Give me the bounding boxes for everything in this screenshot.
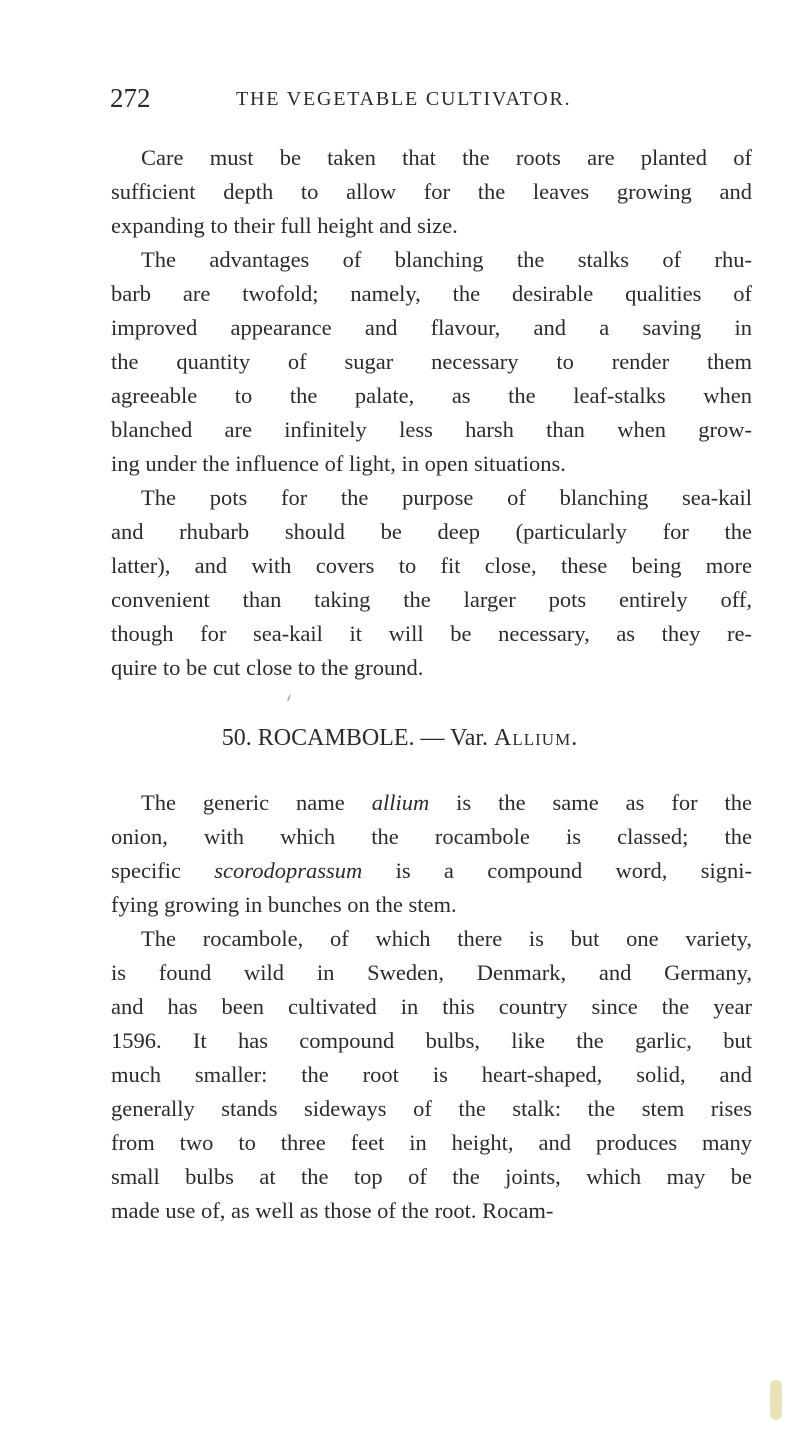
text-line (141, 788, 752, 818)
running-head (110, 80, 670, 116)
text-line: and has been cultivated in this country since the year (111, 994, 752, 1019)
text-span: is a compound word, signi- (362, 858, 752, 883)
text-line: improved appearance and flavour, and a saving in (111, 315, 752, 340)
italic-term: scorodoprassum (214, 858, 363, 883)
paper-mark (287, 694, 292, 702)
text-line: though for sea-kail it will be necessary, as they re- (111, 621, 752, 646)
text-line: is found wild in Sweden, Denmark, and Germany, (111, 960, 752, 985)
text-line: small bulbs at the top of the joints, which may be (111, 1164, 752, 1189)
text-line: from two to three feet in height, and produces many (111, 1130, 752, 1155)
page-number: 272 (110, 83, 151, 113)
text-line: sufficient depth to allow for the leaves growing and (111, 179, 752, 204)
text-line: expanding to their full height and size. (111, 213, 458, 238)
running-title: THE VEGETABLE CULTIVATOR. (236, 88, 572, 110)
text-line: Care must be taken that the roots are planted of (141, 145, 752, 170)
text-span: specific (111, 858, 215, 883)
text-line: fying growing in bunches on the stem. (111, 892, 457, 917)
text-line: The advantages of blanching the stalks of rhu- (141, 247, 752, 272)
text-line: made use of, as well as those of the root. Rocam- (111, 1198, 554, 1223)
section-heading-genus: Allium. (494, 725, 579, 751)
text-line: The rocambole, of which there is but one variety, (141, 926, 752, 951)
text-line: onion, with which the rocambole is classed; the (111, 824, 752, 849)
section-heading (0, 722, 800, 754)
text-line: 1596. It has compound bulbs, like the garlic, but (111, 1028, 752, 1053)
text-line: The pots for the purpose of blanching sea-kail (141, 485, 752, 510)
text-line: latter), and with covers to fit close, these being more (111, 553, 752, 578)
text-line: ing under the influence of light, in open situations. (111, 451, 566, 476)
section-heading-main: 50. ROCAMBOLE. — Var. (221, 725, 495, 751)
text-span: is the same as for the (429, 790, 752, 815)
text-line (111, 856, 752, 886)
text-line: quire to be cut close to the ground. (111, 655, 424, 680)
text-line: agreeable to the palate, as the leaf-stalks when (111, 383, 752, 408)
italic-term: allium (371, 790, 430, 815)
paper-stain (770, 1380, 782, 1420)
text-line: generally stands sideways of the stalk: the stem rises (111, 1096, 752, 1121)
text-line: and rhubarb should be deep (particularly for the (111, 519, 752, 544)
text-line: much smaller: the root is heart-shaped, solid, and (111, 1062, 752, 1087)
text-line: blanched are infinitely less harsh than when grow- (111, 417, 752, 442)
text-span: The generic name (141, 790, 372, 815)
text-line: convenient than taking the larger pots entirely off, (111, 587, 752, 612)
text-line: the quantity of sugar necessary to render them (111, 349, 752, 374)
text-line: barb are twofold; namely, the desirable qualities of (111, 281, 752, 306)
